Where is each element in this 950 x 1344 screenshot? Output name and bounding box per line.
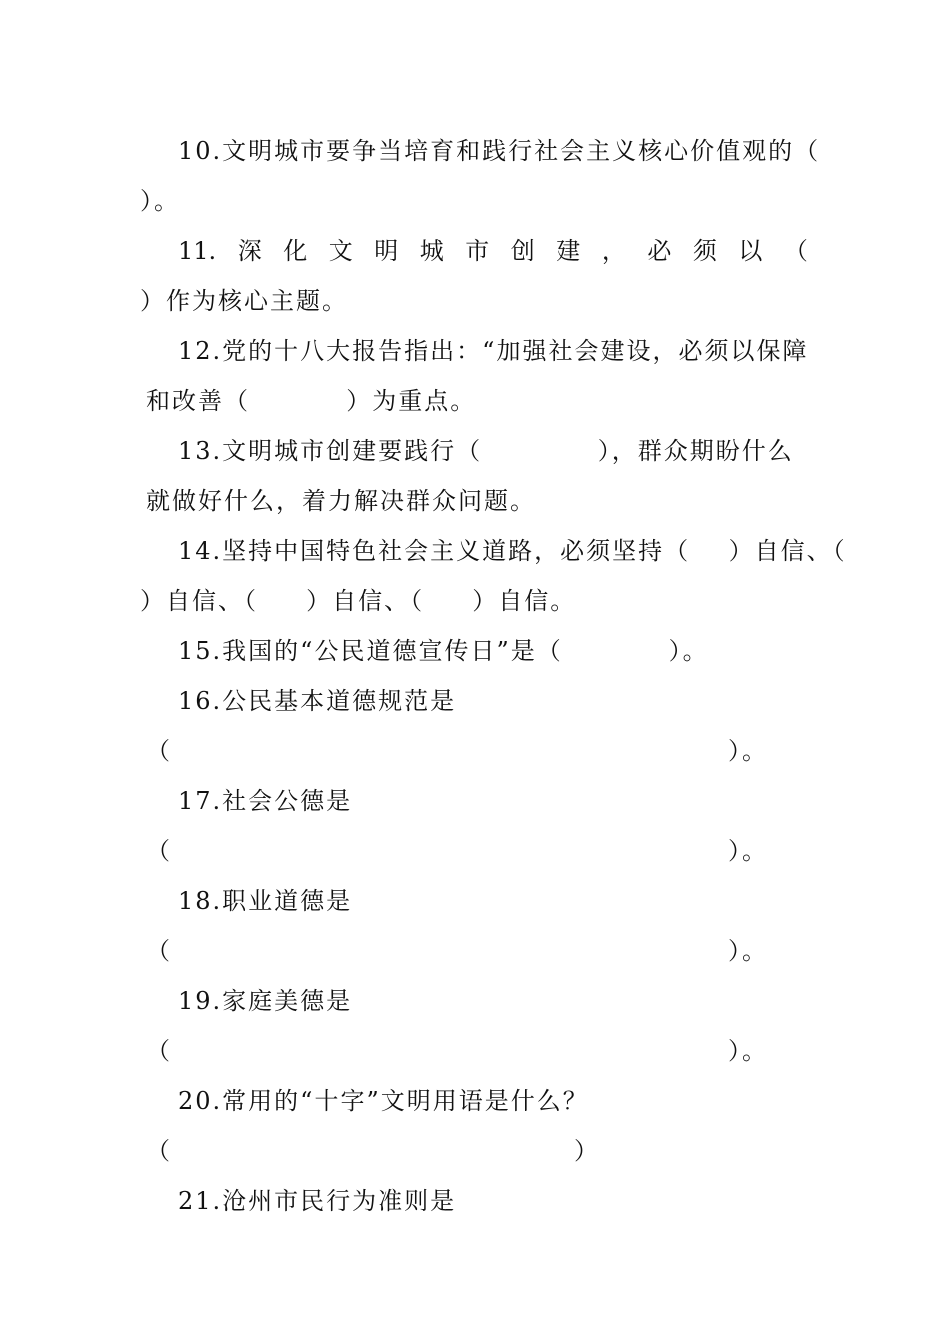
question-10-line-2: ）。 [140,187,180,215]
question-21-line-1: 21.沧州市民行为准则是 [178,1187,457,1215]
question-12-line-1: 12.党的十八大报告指出：“加强社会建设，必须以保障 [178,337,809,365]
question-11-line-1: 11. 深 化 文 明 城 市 创 建 ， 必 须 以 （ [178,237,808,265]
question-20-open-paren: （ [146,1137,172,1165]
question-17-close-paren: ）。 [728,837,768,865]
question-13-line-1: 13.文明城市创建要践行（ ），群众期盼什么 [178,437,794,465]
question-17-line-1: 17.社会公德是 [178,787,353,815]
question-19-line-1: 19.家庭美德是 [178,987,353,1015]
question-16-open-paren: （ [146,737,172,765]
question-14-line-2: ）自信、（ ）自信、（ ）自信。 [140,587,577,615]
question-12-line-2: 和改善（ ）为重点。 [146,387,477,415]
question-13-line-2: 就做好什么，着力解决群众问题。 [146,487,536,515]
question-16-close-paren: ）。 [728,737,768,765]
question-18-open-paren: （ [146,937,172,965]
question-11-line-2: ）作为核心主题。 [140,287,348,315]
question-14-line-1: 14.坚持中国特色社会主义道路，必须坚持（ ）自信、（ [178,537,847,565]
question-18-close-paren: ）。 [728,937,768,965]
question-10-line-1: 10.文明城市要争当培育和践行社会主义核心价值观的（ [178,137,821,165]
question-19-close-paren: ）。 [728,1037,768,1065]
question-16-line-1: 16.公民基本道德规范是 [178,687,457,715]
question-20-close-paren: ） [574,1137,600,1165]
question-19-open-paren: （ [146,1037,172,1065]
question-20-line-1: 20.常用的“十字”文明用语是什么？ [178,1087,589,1115]
question-17-open-paren: （ [146,837,172,865]
question-15-line-1: 15.我国的“公民道德宣传日”是（ ）。 [178,637,709,665]
question-18-line-1: 18.职业道德是 [178,887,353,915]
